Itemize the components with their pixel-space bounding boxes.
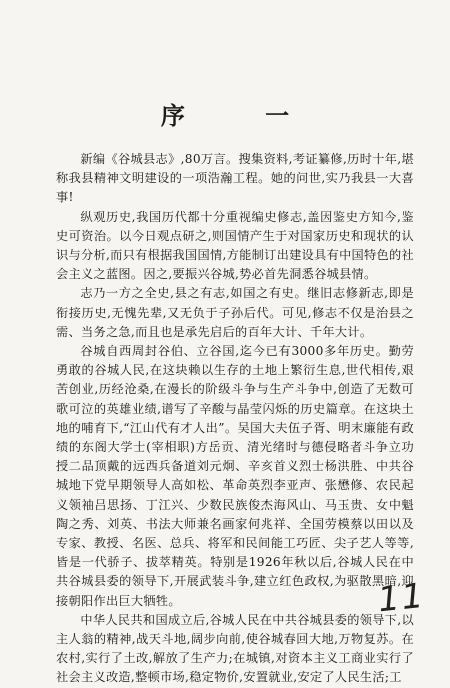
- page-title: 序 一: [160, 101, 326, 130]
- paragraph-4: 谷城自西周封谷伯、立谷国,迄今已有3000多年历史。勤劳勇敢的谷城人民,在这块赖以生存的土地上繁衍生息,世代相传,艰苦创业,历经沧桑,在漫长的阶级斗争与生产斗争中,创造了无数可歌可泣的英雄业绩,谱写了辛酸与晶莹闪烁的历史篇章。在这块土地的哺育下,“江山代有才人出”。吴国大夫伍子胥、明末廉能有政绩的东阁大学士(宰相职)方岳贡、清光绪时与德侵略者斗争立功授二品顶戴的远西兵备道刘元炯、辛亥首义烈士杨洪胜、中共谷城地下党早期领导人高如松、革命英烈李亚声、张懋修、农民起义领袖吕思扬、丁江兴、少数民族俊杰海风山、马玉贵、女中魁陶之秀、刘英、书法大师兼名画家何兆祥、全国劳模蔡以田以及专家、教授、名医、总兵、将军和民间能工巧匠、尖子艺人等等,皆是一代骄子、拔萃精英。特别是1926年秋以后,谷城人民在中共谷城县委的领导下,开展武装斗争,建立红色政权,为驱散黑暗,迎接朝阳作出巨大牺牲。: [56, 344, 414, 608]
- body-text: [56, 150, 414, 688]
- paragraph-1: 新编《谷城县志》,80万言。搜集资料,考证纂修,历时十年,堪称我县精神文明建设的一项浩瀚工程。她的问世,实乃我县一大喜事!: [56, 152, 414, 205]
- paragraph-5: 中华人民共和国成立后,谷城人民在中共谷城县委的领导下,以主人翁的精神,战天斗地,阔步向前,使谷城春回大地,万物复苏。在农村,实行了土改,解放了生产力;在城镇,对资本主义工商业实行了社会主义改造,整顿市场,稳定物价,安置就业,安定了人民生活;工: [56, 612, 414, 685]
- paragraph-3: 志乃一方之全史,县之有志,如国之有史。继旧志修新志,即是衔接历史,无愧先辈,又无负于子孙后代。可见,修志不仅是治县之需、当务之急,而且也是承先启后的百年大计、千年大计。: [56, 286, 414, 339]
- page-number: 11: [376, 575, 428, 621]
- paragraph-2: 纵观历史,我国历代都十分重视编史修志,盖因鉴史方知今,鉴史可资治。以今日观点研之,则国情产生于对国家历史和现状的认识与分析,而只有根据我国国情,方能制订出建设具有中国特色的社会主义之蓝图。因之,要振兴谷城,势必首先洞悉谷城县情。: [56, 209, 414, 282]
